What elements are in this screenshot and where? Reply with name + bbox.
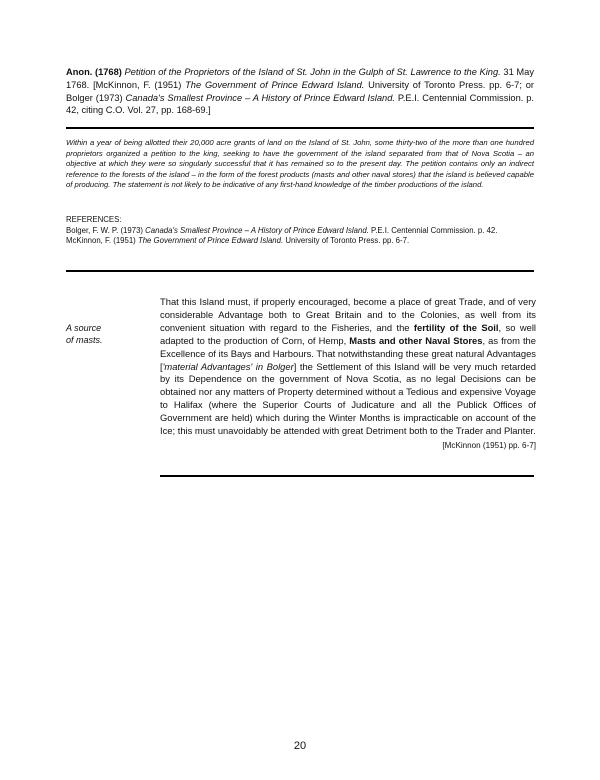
- summary-paragraph: Within a year of being allotted their 20,000 acre grants of land on the Island of St. John, some thirty-two of the more than one hundred proprietors organized a petition to the king, seeking to have the government of the island separated from that of Nova Scotia – an objective at which they were so singularly successful that it has remained so to the present day. The petition contains only an indirect reference to the forests of the island – in the form of the forest products (masts and other naval stores) that the island is believed capable of producing. The statement is not likely to be indicative of any first-hand knowledge of the timber productions of the island.: [66, 138, 534, 190]
- reference-publisher: P.E.I. Centennial Commission. p. 42.: [371, 225, 498, 235]
- quote-text: ] the Settlement of this Island will be very much retarded by its Dependence on the government of Nova Scotia, as no legal Decisions can be obtained nor any matters of Property determined without a Tedious and expensive Voyage to Halifax (where the Superior Courts of Judicature and all the Publick Offices of Government are held) which during the Winter Months is impracticable on account of the Ice; this must unavoidably be attended with great Detriment both to the Trader and Planter.: [160, 360, 536, 437]
- margin-note-line: of masts.: [66, 335, 103, 346]
- quote-source: [McKinnon (1951) pp. 6-7]: [442, 441, 536, 450]
- margin-note-line: A source: [66, 323, 102, 333]
- reference-title: The Government of Prince Edward Island.: [137, 236, 284, 246]
- quote-emphasis: fertility of the Soil: [413, 321, 499, 333]
- quote-text: That this Island must, if properly encouraged, become a place of great Trade, and of very considerable Advantage both to Great Britain and to the Colonies, as well from its convenient situation with regard to the Fisheries, and the: [160, 296, 536, 333]
- citation-text-2: University of Toronto Press. pp. 6-7; or Bolger (1973): [66, 79, 534, 103]
- page-number: 20: [293, 740, 307, 752]
- reference-title: Canada's Smallest Province – A History of Prince Edward Island.: [145, 225, 369, 235]
- quote-block: [160, 296, 536, 438]
- citation-book-1: The Government of Prince Edward Island.: [185, 79, 365, 90]
- reference-publisher: University of Toronto Press. pp. 6-7.: [285, 236, 410, 246]
- divider-middle: [66, 270, 534, 272]
- quote-emphasis: Masts and other Naval Stores: [349, 334, 483, 346]
- citation-author: Anon. (1768): [66, 67, 122, 77]
- citation-text-1: 31 May 1768. [McKinnon, F. (1951): [66, 67, 534, 90]
- references: [66, 215, 534, 247]
- margin-note: [66, 322, 146, 347]
- divider-bottom: [160, 475, 534, 477]
- citation-title: Petition of the Proprietors of the Island of St. John in the Gulph of St. Lawrence to the King.: [124, 67, 501, 77]
- quote-text: , so well adapted to the production of Corn, of Hemp,: [160, 321, 537, 346]
- reference-item: [66, 226, 534, 237]
- citation: [66, 66, 534, 117]
- reference-author: McKinnon, F. (1951): [66, 236, 136, 246]
- citation-book-2: Canada's Smallest Province – A History of Prince Edward Island.: [125, 92, 395, 103]
- quote-text: , as from the Excellence of its Bays and Harbours. That notwithstanding these great natural Advantages [: [160, 334, 536, 372]
- citation-text-3: P.E.I. Centennial Commission. p. 42, citing C.O. Vol. 27, pp. 168-69.]: [66, 92, 534, 116]
- reference-item: [66, 236, 534, 247]
- quote-editorial-note: 'material Advantages' in Bolger: [162, 360, 294, 372]
- divider-top: [66, 127, 534, 129]
- references-heading: REFERENCES:: [66, 215, 122, 224]
- reference-author: Bolger, F. W. P. (1973): [66, 225, 143, 235]
